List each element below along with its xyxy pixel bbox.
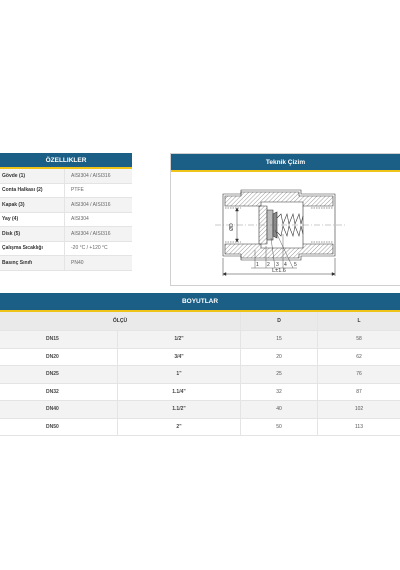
header-size: ÖLÇÜ	[0, 312, 241, 331]
property-value: -20 °C / +120 °C	[65, 241, 133, 256]
dn-cell: DN32	[0, 383, 118, 401]
table-row	[0, 212, 132, 227]
table-row	[0, 169, 132, 183]
properties-table	[0, 169, 132, 271]
property-label: Disk (5)	[0, 227, 65, 242]
l-cell: 58	[318, 331, 400, 349]
table-row	[0, 366, 400, 384]
table-row	[0, 418, 400, 436]
diameter-label: ØD	[229, 223, 235, 231]
dn-cell: DN25	[0, 366, 118, 384]
properties-panel	[0, 153, 132, 271]
l-cell: 87	[318, 383, 400, 401]
inch-cell: 1/2"	[118, 331, 241, 349]
property-value: AISI304	[65, 212, 133, 227]
l-cell: 102	[318, 401, 400, 419]
dn-cell: DN40	[0, 401, 118, 419]
inch-cell: 1.1/2"	[118, 401, 241, 419]
callout-5: 5	[294, 262, 297, 268]
property-label: Gövde (1)	[0, 169, 65, 183]
l-cell: 62	[318, 348, 400, 366]
property-label: Yay (4)	[0, 212, 65, 227]
dimensions-panel	[0, 293, 400, 436]
property-label: Conta Halkası (2)	[0, 183, 65, 198]
table-row	[0, 183, 132, 198]
dimensions-title: BOYUTLAR	[0, 293, 400, 312]
inch-cell: 1.1/4"	[118, 383, 241, 401]
inch-cell: 1"	[118, 366, 241, 384]
header-l: L	[318, 312, 400, 331]
dn-cell: DN50	[0, 418, 118, 436]
dn-cell: DN15	[0, 331, 118, 349]
l-cell: 76	[318, 366, 400, 384]
dimensions-table	[0, 312, 400, 436]
d-cell: 50	[241, 418, 318, 436]
property-label: Kapak (3)	[0, 198, 65, 213]
dn-cell: DN20	[0, 348, 118, 366]
property-value: AISI304 / AISI316	[65, 169, 133, 183]
table-row	[0, 331, 400, 349]
table-row	[0, 401, 400, 419]
callout-4: 4	[284, 262, 287, 268]
callout-2: 2	[267, 262, 270, 268]
technical-title: Teknik Çizim	[171, 154, 400, 172]
table-row	[0, 256, 132, 271]
property-label: Basınç Sınıfı	[0, 256, 65, 271]
d-cell: 25	[241, 366, 318, 384]
technical-drawing-panel	[170, 153, 400, 286]
table-row	[0, 383, 400, 401]
d-cell: 40	[241, 401, 318, 419]
d-cell: 20	[241, 348, 318, 366]
callout-3: 3	[276, 262, 279, 268]
inch-cell: 2"	[118, 418, 241, 436]
d-cell: 15	[241, 331, 318, 349]
inch-cell: 3/4"	[118, 348, 241, 366]
l-cell: 113	[318, 418, 400, 436]
properties-title: ÖZELLIKLER	[0, 153, 132, 169]
table-row	[0, 227, 132, 242]
length-label: L±1.6	[272, 268, 286, 274]
d-cell: 32	[241, 383, 318, 401]
property-value: AISI304 / AISI316	[65, 198, 133, 213]
property-value: AISI304 / AISI316	[65, 227, 133, 242]
property-value: PN40	[65, 256, 133, 271]
header-d: D	[241, 312, 318, 331]
callout-1: 1	[256, 262, 259, 268]
table-row	[0, 198, 132, 213]
property-label: Çalışma Sıcaklığı	[0, 241, 65, 256]
table-header-row	[0, 312, 400, 331]
valve-drawing	[171, 172, 400, 284]
table-row	[0, 348, 400, 366]
table-row	[0, 241, 132, 256]
property-value: PTFE	[65, 183, 133, 198]
